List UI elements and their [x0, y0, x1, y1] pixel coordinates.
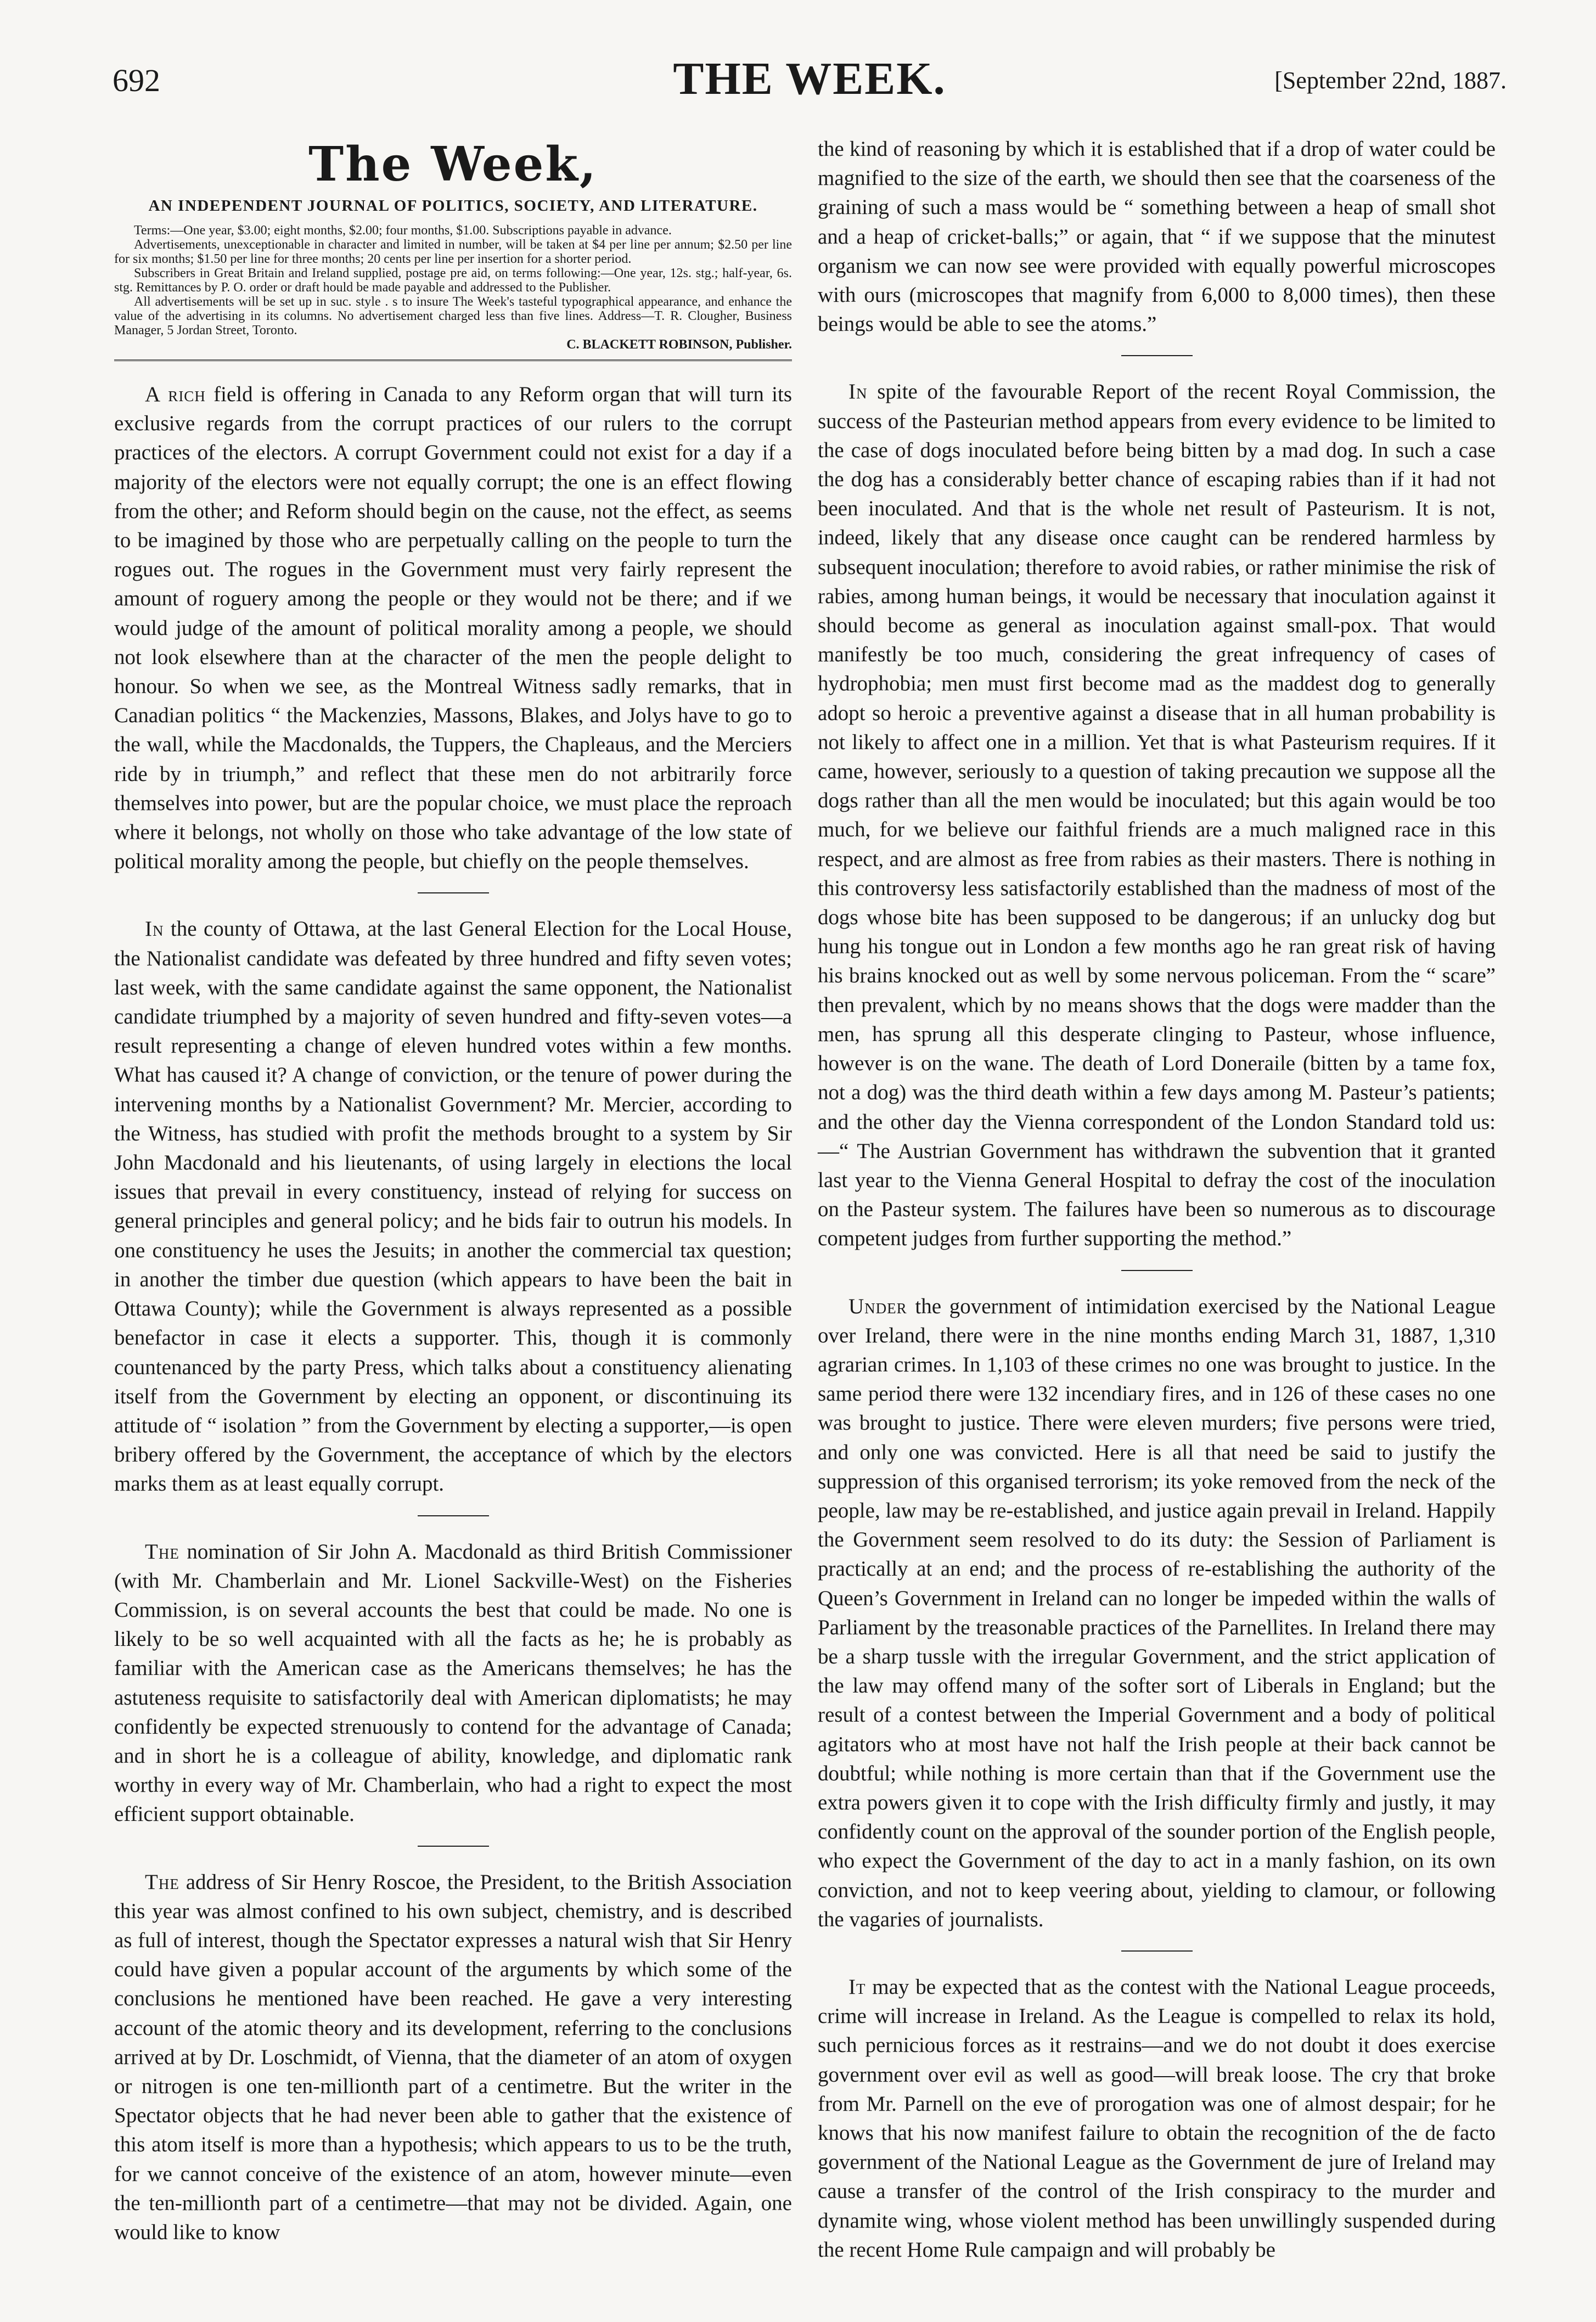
- terms-line: All advertisements will be set up in suc. style . s to insure The Week's tasteful typographical appearance, and enhance the value of the advertising in its columns. No advertisement charged less than five lines. Address—T. R. Clougher, Business Manager, 5 Jordan Street, Toronto.: [114, 295, 792, 338]
- running-title: THE WEEK.: [673, 53, 946, 104]
- paragraph-text: field is offering in Canada to any Reform organ that will turn its exclusive regards from the corrupt practices of our rulers to the corrupt practices of the electors. A corrupt Government could not exist for a day if a majority of the electors were not equally corrupt; the one is an effect flowing from the other; and Reform should begin on the cause, not the effect, as seems to be imagined by those who are perpetually calling on the people to turn the rogues out. The rogues in the Government must very fairly represent the amount of roguery among the people or they would not be there; and if we would judge of the amount of political morality among a people, we should not look elsewhere than at the character of the men the people delight to honour. So when we see, as the Montreal Witness sadly remarks, that in Canadian politics “ the Mackenzies, Massons, Blakes, and Jolys have to go to the wall, while the Macdonalds, the Tuppers, the Chapleaus, and the Merciers ride by in triumph,” and reflect that these men do not arbitrarily force themselves into power, but are the popular choice, we must place the reproach where it belongs, not wholly on those who take advantage of the low state of political morality among the people, but chiefly on the people themselves.: [114, 383, 792, 874]
- article-paragraph: [114, 914, 792, 1498]
- paragraph-lead: Under: [848, 1294, 907, 1318]
- terms-line: Terms:—One year, $3.00; eight months, $2.00; four months, $1.00. Subscriptions payable in advance.: [134, 223, 672, 238]
- paragraph-text: spite of the favourable Report of the recent Royal Commission, the success of the Pasteurian method appears from every evidence to be limited to the case of dogs inoculated before being bitten by a mad dog. In such a case the dog has a considerably better chance of escaping rabies than if it had not been inoculated. And that is the whole net result of Pasteurism. It is not, indeed, likely that any disease once caught can be rendered harmless by subsequent inoculation; therefore to avoid rabies, or rather minimise the risk of rabies, among human beings, it would be necessary that inoculation against it should become as general as inoculation against small-pox. That would manifestly be too much, considering the great infrequency of cases of hydrophobia; men must first become mad as the maddest dog to generally adopt so heroic a preventive against a disease that in all human probability is not likely to affect one in a million. Yet that is what Pasteurism requires. If it came, however, seriously to a question of taking precaution we suppose all the dogs rather than all the men would be inoculated; but this again would be too much, for we believe our faithful friends are a much maligned race in this respect, and are almost as free from rabies as their masters. There is nothing in this controversy less satisfactorily established than the madness of most of the dogs whose bite has been supposed to be dangerous; if an unlucky dog but hung his tongue out in London a few months ago he ran great risk of having his brains knocked out as well by some nervous policeman. From the “ scare” then prevalent, which by no means shows that the dogs were madder than the men, has sprung all this desperate clinging to Pasteur, whose influence, however is on the wane. The death of Lord Doneraile (bitten by a tame fox, not a dog) was the third death within a few days among M. Pasteur’s patients; and the other day the Vienna correspondent of the London Standard told us:—“ The Austrian Government has withdrawn the subvention that it granted last year to the Vienna General Hospital to defray the cost of the inoculation on the Pasteur system. The failures have been so numerous as to discourage competent judges from further supporting the method.”: [818, 380, 1496, 1251]
- paragraph-text: the kind of reasoning by which it is established that if a drop of water could be magnified to the size of the earth, we should then see that the coarseness of the graining of such a mass would be “ something between a heap of small shot and a heap of cricket-balls;” or again, that “ if we suppose that the minutest organism we can now see were provided with equally powerful microscopes with ours (microscopes that magnify from 6,000 to 8,000 times), then these beings would be able to see the atoms.”: [818, 137, 1496, 336]
- section-divider: [1121, 1950, 1193, 1952]
- paragraph-text: nomination of Sir John A. Macdonald as third British Commissioner (with Mr. Chamberlain and Mr. Lionel Sackville-West) on the Fisheries Commission, is on several accounts the best that could be made. No one is likely to be so well acquainted with all the facts as he; he is probably as familiar with the American case as the Americans themselves; he has the astuteness requisite to satisfactorily deal with American diplomatists; he may confidently be expected strenuously to contend for the advantage of Canada; and in short he is a colleague of ability, knowledge, and diplomatic rank worthy in every way of Mr. Chamberlain, who had a right to expect the most efficient support obtainable.: [114, 1539, 792, 1826]
- masthead-title: The Week,: [308, 137, 598, 192]
- issue-date: [September 22nd, 1887.: [1274, 67, 1507, 94]
- paragraph-text: the government of intimidation exercised by the National League over Ireland, there were in the nine months ending March 31, 1887, 1,310 agrarian crimes. In 1,103 of these crimes no one was brought to justice. In the same period there were 132 incendiary fires, and in 126 of these cases no one was brought to justice. There were eleven murders; five persons were tried, and only one was convicted. Here is all that need be said to justify the suppression of this organised terrorism; its yoke removed from the neck of the people, law may be re-established, and justice again prevail in Ireland. Happily the Government seem resolved to do its duty: the Session of Parliament is practically at an end; and the process of re-establishing the authority of the Queen’s Government in Ireland can no longer be impeded within the walls of Parliament by the treasonable practices of the Parnellites. In Ireland there may be a sharp tussle with the irregular Government, and the strict application of the law may offend many of the softer sort of Liberals in England; but the result of a contest between the Imperial Government and a body of political agitators who at most have not half the Irish people at their back cannot be doubtful; while nothing is more certain than that if the Government use the extra powers given it to cope with the Irish difficulty firmly and justly, it may confidently count on the approval of the sounder portion of the English people, who expect the Government of the day to act in a manly fashion, on its own conviction, and not to keep veering about, yielding to clamour, or following the vagaries of journalists.: [818, 1294, 1496, 1931]
- paragraph-lead: The: [145, 1870, 179, 1894]
- masthead-subtitle: AN INDEPENDENT JOURNAL OF POLITICS, SOCIETY, AND LITERATURE.: [148, 197, 758, 215]
- paragraph-text: the county of Ottawa, at the last General Election for the Local House, the Nationalist candidate was defeated by three hundred and fifty seven votes; last week, with the same candidate against the same opponent, the Nationalist candidate triumphed by a majority of seven hundred and fifty-seven votes—a result representing a change of eleven hundred votes within a few months. What has caused it? A change of conviction, or the tenure of power during the intervening months by a Nationalist Government? Mr. Mercier, according to the Witness, has studied with profit the methods brought to a system by Sir John Macdonald and his lieutenants, of using largely in elections the local issues that prevail in every constituency, instead of relying for success on general principles and general policy; and he bids fair to outrun his models. In one constituency he uses the Jesuits; in another the commercial tax question; in another the timber due question (which appears to have been the bait in Ottawa County); while the Government is always represented as a possible benefactor in case it elects a supporter. This, though it is commonly countenanced by the party Press, which talks about a constituency alienating itself from the Government by electing an opponent, or discontinuing its attitude of “ isolation ” from the Government by electing a supporter,—is open bribery offered by the Government, the acceptance of which by the electors marks them as at least equally corrupt.: [114, 917, 792, 1496]
- page-number: 692: [113, 63, 160, 98]
- article-paragraph: [818, 1292, 1496, 1934]
- article-paragraph: [114, 380, 792, 876]
- section-divider: [1121, 1270, 1193, 1271]
- paragraph-lead: A rich: [145, 383, 206, 406]
- article-paragraph: [114, 1868, 792, 2247]
- terms-line: Subscribers in Great Britain and Ireland supplied, postage pre aid, on terms following:—One year, 12s. stg.; half-year, 6s. stg. Remittances by P. O. order or draft hould be made payable and addressed to the Publisher.: [114, 266, 792, 295]
- masthead-rule: [114, 359, 792, 361]
- section-divider: [418, 1846, 489, 1847]
- terms-block: [114, 223, 792, 352]
- left-column: [114, 134, 792, 2247]
- terms-line: Advertisements, unexceptionable in character and limited in number, will be taken at $4 per line per annum; $2.50 per line for six months; $1.50 per line for three months; 20 cents per line per insertion for a shorter period.: [114, 238, 792, 266]
- masthead: [114, 134, 792, 361]
- publisher-signature: C. BLACKETT ROBINSON, Publisher.: [566, 338, 792, 352]
- paragraph-lead: In: [848, 380, 868, 404]
- paragraph-lead: In: [145, 917, 164, 941]
- paragraph-text: address of Sir Henry Roscoe, the President, to the British Association this year was almost confined to his own subject, chemistry, and is described as full of interest, though the Spectator expresses a natural wish that Sir Henry could have given a popular account of the arguments by which some of the conclusions he mentioned have been reached. He gave a very interesting account of the atomic theory and its development, referring to the conclusions arrived at by Dr. Loschmidt, of Vienna, that the diameter of an atom of oxygen or nitrogen is one ten-millionth part of a centimetre. But the writer in the Spectator objects that he had never been able to gather that the existence of this atom itself is more than a hypothesis; which appears to us to be the truth, for we cannot conceive of the existence of an atom, however minute—even the ten-millionth part of a centimetre—that may not be divided. Again, one would like to know: [114, 1870, 792, 2244]
- article-paragraph: [818, 377, 1496, 1253]
- paragraph-lead: The: [145, 1539, 179, 1564]
- paragraph-text: may be expected that as the contest with the National League proceeds, crime will increase in Ireland. As the League is compelled to relax its hold, such pernicious forces as it restrains—and we do not doubt it does exercise government over evil as well as good—will break loose. The cry that broke from Mr. Parnell on the eve of prorogation was one of almost despair; for he knows that his now manifest failure to obtain the recognition of the de facto government of the National League as the Government de jure of Ireland may cause a transfer of the control of the Irish conspiracy to the murder and dynamite wing, whose violent method has been unwillingly suspended during the recent Home Rule campaign and will probably be: [818, 1975, 1496, 2262]
- right-column: [818, 134, 1496, 2264]
- running-head: [113, 52, 1507, 113]
- section-divider: [1121, 355, 1193, 356]
- section-divider: [418, 1515, 489, 1516]
- paragraph-lead: It: [848, 1975, 866, 1999]
- article-paragraph: [818, 134, 1496, 339]
- section-divider: [418, 892, 489, 893]
- article-paragraph: [114, 1537, 792, 1829]
- article-paragraph: [818, 1972, 1496, 2264]
